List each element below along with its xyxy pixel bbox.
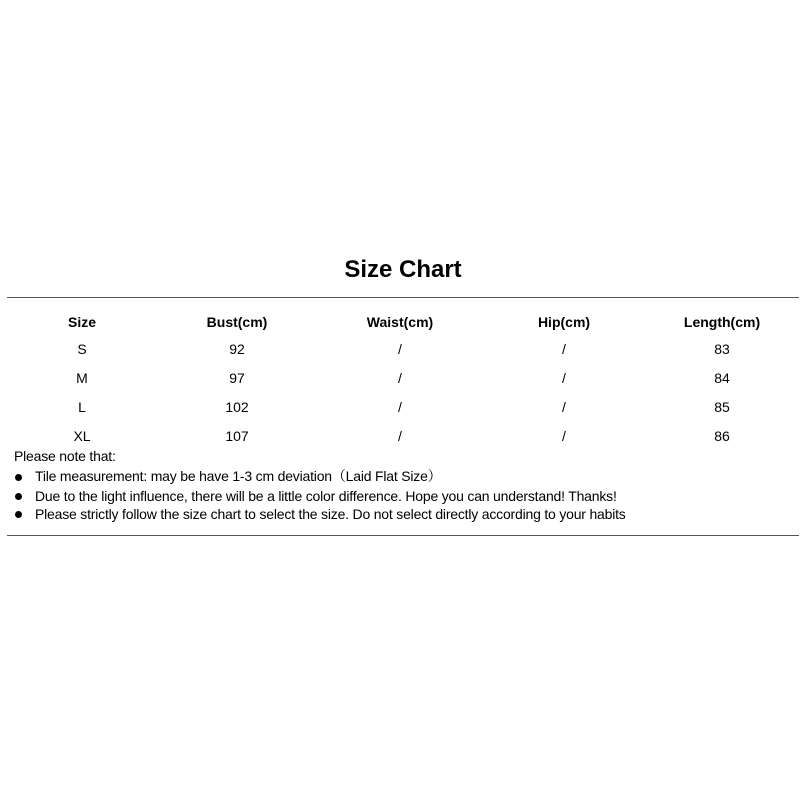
cell-waist: / bbox=[398, 369, 402, 386]
cell-length: 84 bbox=[714, 369, 730, 386]
cell-length: 86 bbox=[714, 427, 730, 444]
header-size: Size bbox=[67, 314, 96, 330]
header-hip: Hip(cm) bbox=[537, 314, 591, 330]
cell-size: M bbox=[76, 369, 88, 386]
cell-bust: 107 bbox=[225, 427, 249, 444]
notes-section bbox=[14, 446, 626, 523]
cell-size: L bbox=[78, 398, 86, 415]
header-length: Length(cm) bbox=[683, 314, 761, 330]
header-waist: Waist(cm) bbox=[366, 314, 434, 330]
table-header-row bbox=[0, 310, 800, 334]
size-table bbox=[0, 310, 800, 450]
cell-size: S bbox=[77, 340, 87, 357]
cell-hip: / bbox=[562, 369, 566, 386]
cell-hip: / bbox=[562, 427, 566, 444]
note-text: Due to the light influence, there will be a little color difference. Hope you can understand! Thanks! bbox=[35, 488, 617, 504]
cell-bust: 102 bbox=[225, 398, 249, 415]
list-item bbox=[14, 466, 626, 487]
cell-waist: / bbox=[398, 398, 402, 415]
top-divider bbox=[7, 297, 799, 298]
header-bust: Bust(cm) bbox=[206, 314, 268, 330]
table-row bbox=[0, 334, 800, 363]
bullet-icon bbox=[15, 493, 22, 500]
list-item bbox=[14, 505, 626, 523]
table-row bbox=[0, 392, 800, 421]
cell-bust: 97 bbox=[229, 369, 245, 386]
cell-length: 85 bbox=[714, 398, 730, 415]
note-list bbox=[14, 466, 626, 523]
bottom-divider bbox=[7, 535, 799, 536]
note-text: Tile measurement: may be have 1-3 cm deviation（Laid Flat Size） bbox=[35, 468, 442, 484]
bullet-icon bbox=[15, 511, 22, 518]
bullet-icon bbox=[15, 474, 22, 481]
list-item bbox=[14, 487, 626, 505]
cell-waist: / bbox=[398, 427, 402, 444]
cell-hip: / bbox=[562, 398, 566, 415]
notes-heading: Please note that: bbox=[14, 448, 116, 464]
cell-bust: 92 bbox=[229, 340, 245, 357]
page-title: Size Chart bbox=[344, 256, 462, 283]
cell-hip: / bbox=[562, 340, 566, 357]
cell-size: XL bbox=[73, 427, 91, 444]
cell-waist: / bbox=[398, 340, 402, 357]
table-row bbox=[0, 363, 800, 392]
note-text: Please strictly follow the size chart to select the size. Do not select directly according to your habits bbox=[35, 506, 626, 522]
cell-length: 83 bbox=[714, 340, 730, 357]
